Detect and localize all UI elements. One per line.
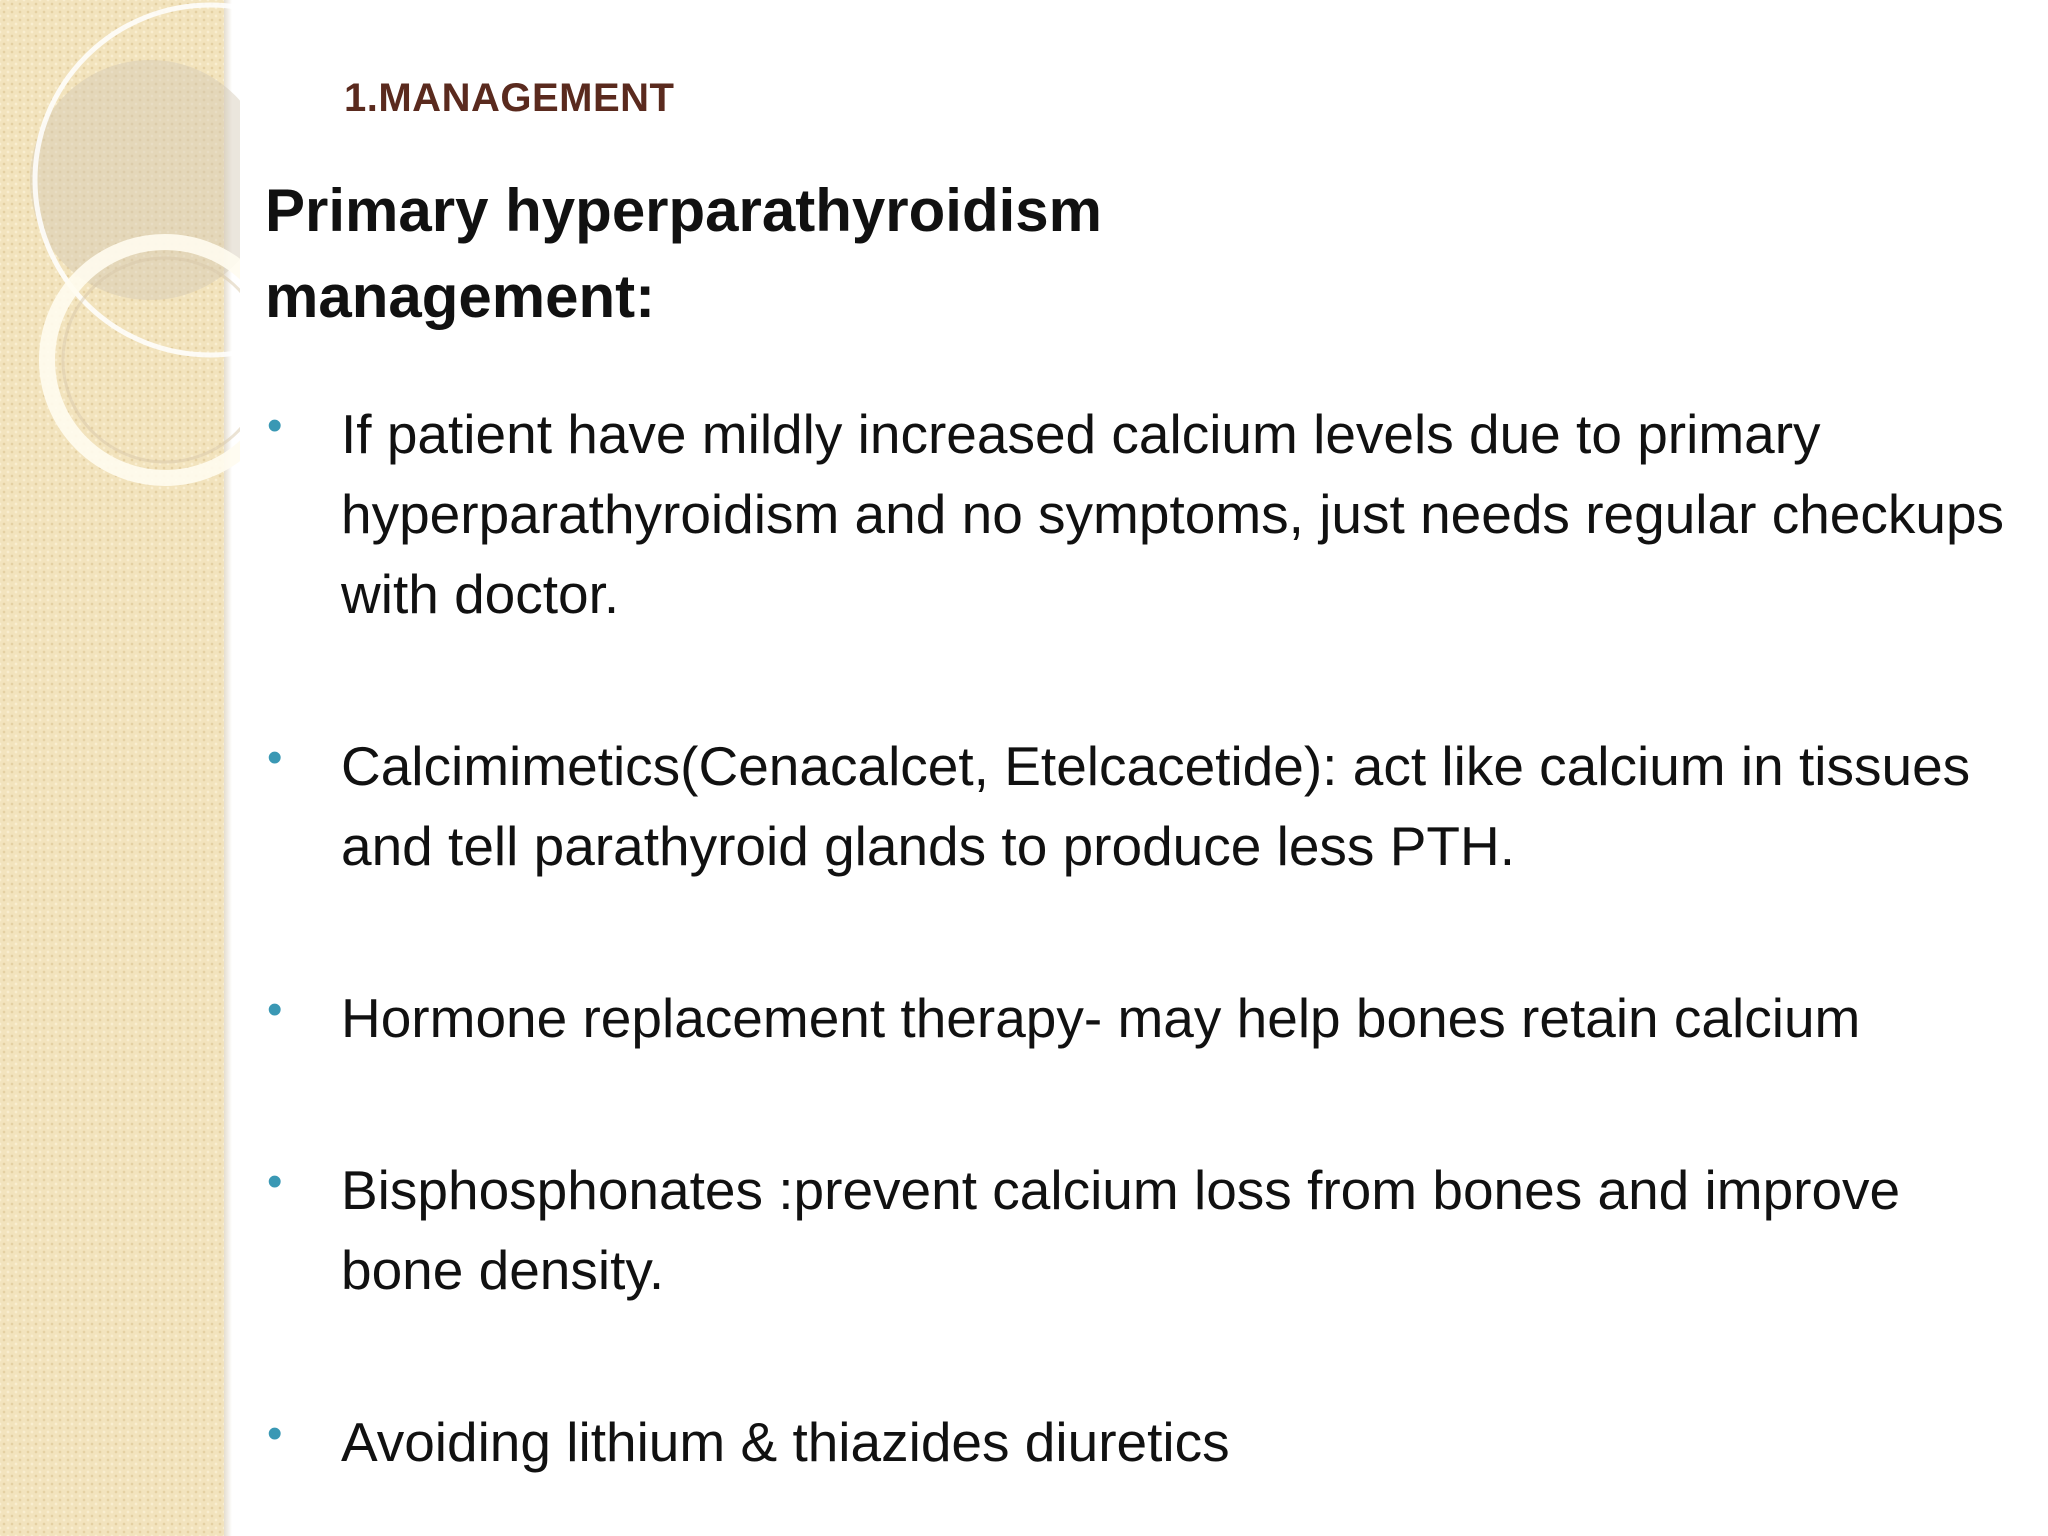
slide-heading bbox=[265, 168, 1665, 340]
bullet-item bbox=[265, 394, 2035, 634]
heading-line-1: Primary hyperparathyroidism bbox=[265, 177, 1102, 244]
bullet-dot-icon: • bbox=[267, 733, 283, 782]
bullet-dot-icon: • bbox=[267, 1157, 283, 1206]
heading-line-2: management: bbox=[265, 263, 656, 330]
bullet-text: If patient have mildly increased calcium levels due to primary hyperparathyroidism and no symptoms, just needs regular checkups with doctor. bbox=[341, 403, 2005, 625]
bullet-text: Calcimimetics(Cenacalcet, Etelcacetide): act like calcium in tissues and tell parathyroid glands to produce less PTH. bbox=[341, 735, 1971, 877]
bullet-text: Hormone replacement therapy- may help bones retain calcium bbox=[341, 987, 1861, 1049]
bullet-text: Avoiding lithium & thiazides diuretics bbox=[341, 1411, 1230, 1473]
bullet-dot-icon: • bbox=[267, 401, 283, 450]
bullet-item bbox=[265, 978, 2035, 1058]
bullet-dot-icon: • bbox=[267, 985, 283, 1034]
bullet-text: Bisphosphonates :prevent calcium loss from bones and improve bone density. bbox=[341, 1159, 1901, 1301]
decorative-circles bbox=[0, 0, 240, 500]
bullet-item bbox=[265, 726, 2035, 886]
bullet-list bbox=[265, 394, 2035, 1482]
section-label: 1.MANAGEMENT bbox=[344, 76, 675, 120]
bullet-item bbox=[265, 1150, 2035, 1310]
bullet-dot-icon: • bbox=[267, 1409, 283, 1458]
bullet-item bbox=[265, 1402, 2035, 1482]
